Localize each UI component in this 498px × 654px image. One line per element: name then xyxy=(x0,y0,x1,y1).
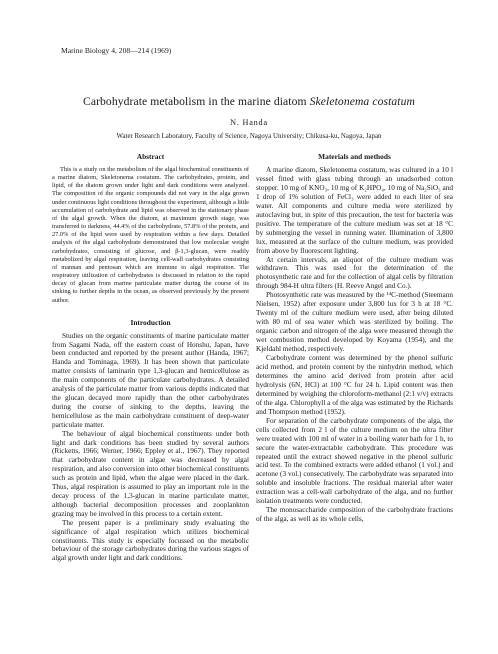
abstract-heading: Abstract xyxy=(136,152,165,161)
journal-citation: Marine Biology 4, 208—214 (1969) xyxy=(61,46,172,55)
introduction-body xyxy=(52,332,249,564)
materials-heading: Materials and methods xyxy=(318,152,391,161)
intro-paragraph: The present paper is a preliminary study evaluating the significance of algal respiration which utilizes biochemical constituents. This study is especially focussed on the metabolic behaviour of the storage carbohydrates during the various stages of algal growth under light and dark conditions. xyxy=(52,518,249,563)
right-column xyxy=(256,152,453,524)
intro-paragraph: Studies on the organic constituents of marine particulate matter from Sagami Nada, off the eastern coast of Honshu, Japan, have been conducted and reported by the present author (Handa, 1967; Handa and Tominaga, 1969). It has been shown that particulate matter consists of laminarin type 1,3-glucan and hemicellulose as the main components of the particulate carbohydrates. A detailed analysis of the particulate matter from various depths indicated that the glucan decayed more rapidly than the other carbohydrates during the course of sinking to the depths, leaving the hemicellulose as the main carbohydrate constituent of deep-water particulate matter. xyxy=(52,331,249,429)
title-species: Skeletonema costatum xyxy=(309,95,415,108)
introduction-heading: Introduction xyxy=(130,317,171,327)
methods-paragraph: Photosynthetic rate was measured by the ¹⁴C-method (Steemann Nielsen, 1952) after exposure under 3,800 lux for 3 h at 18 °C. Twenty ml of the culture medium were used, after being diluted with 80 ml of sea water which was sterilized by boiling. The organic carbon and nitrogen of the alga were measured through the wet combustion method developed by Koyama (1954), and the Kjeldahl method, respectively. xyxy=(256,291,453,354)
author-name: N. Handa xyxy=(230,118,268,127)
paper-title xyxy=(0,95,498,108)
left-column xyxy=(52,152,249,563)
methods-paragraph: At certain intervals, an aliquot of the culture medium was withdrawn. This was used for the determination of the photosynthetic rate and for the collection of algal cells by filtration through 984-H ultra filters (H. Reeve Angel and Co.). xyxy=(256,255,453,291)
methods-paragraph: A marine diatom, Skeletonema costatum, was cultured in a 10 l vessel fitted with glass tubing through an unadsorbed cotton stopper. 10 mg of KNO₃, 10 mg of K₂HPO₄, 10 mg of Na₂SiO₃ and 1 drop of 1% solution of FeCl₃ were added to each liter of sea water. All components and culture media were sterilized by autoclaving but, in spite of this precaution, the test for bacteria was positive. The temperature of the culture medium was set at 18 °C by submerging the vessel in running water. Illumination of 3,800 lux, measured at the surface of the culture medium, was provided from above by fluorescent lighting. xyxy=(256,166,453,255)
methods-paragraph: For separation of the carbohydrate components of the alga, the cells collected from 2 l of the culture medium on the ultra filter were treated with 100 ml of water in a boiling water bath for 1 h, to secure the water-extractable carbohydrate. This procedure was repeated until the extract showed negative in the phenol sulfuric acid test. To the combined extracts were added ethanol (1 vol.) and acetone (3 vol.) consecutively. The carbohydrate was separated into soluble and insoluble fractions. The residual material after water extraction was a cell-wall carbohydrate of the alga, and no further isolation treatments were conducted. xyxy=(256,416,453,506)
abstract-body xyxy=(52,166,249,305)
abstract-text: This is a study on the metabolism of the algal biochemical constituents of a marine diatom, Skeletonema costatum. The carbohydrates, protein, and lipid, of the diatom grown under light and dark conditions were analyzed. The composition of the organic compounds did not vary in the alga grown under continuous light conditions throughout the experiment, although a little accumulation of carbohydrate and lipid was observed in the stationary phase of the algal growth. When the diatom, at maximum growth stage, was transferred to darkness, 44.4% of the carbohydrate, 57.8% of the protein, and 27.0% of the lipid were used by respiration within a few days. Detailed analysis of the algal carbohydrate demonstrated that low molecular weight carbohydrates, consisting of glucose, and β-1,3-glucan, were readily metabolized by algal respiration, leaving cell-wall carbohydrates consisting of mannan and pentosan which are immune to algal respiration. The respiratory utilization of carbohydrates is discussed in relation to the rapid decay of glucan from marine particulate matter during the course of its sinking to further depths in the ocean, as observed previously by the present author. xyxy=(52,166,249,304)
intro-paragraph: The behaviour of algal biochemical constituents under both light and dark conditions has been studied by several authors (Ricketts, 1966; Werner, 1966; Eppley et al., 1967). They reported that carbohydrate content in algae was decreased by algal respiration, and also conversion into other biochemical constituents such as protein and lipid, when the algae were placed in the dark. Thus, algal respiration is assumed to play an important role in the decay process of the 1,3-glucan in marine particulate matter, although bacterial decomposition processes and zooplankton grazing may be involved in this process to a certain extent. xyxy=(52,429,249,518)
title-text: Carbohydrate metabolism in the marine diatom xyxy=(82,95,310,108)
methods-paragraph: Carbohydrate content was determined by the phenol sulfuric acid method, and protein content by the ninhydrin method, which determines the amino acid derived from protein after acid hydrolysis (6N, HCl) at 100 °C for 24 h. Lipid content was then determined by weighing the chloroform-methanol (2:1 v/v) extracts of the alga. Chlorophyll a of the alga was estimated by the Richards and Thompson method (1952). xyxy=(256,354,453,416)
author-affiliation: Water Research Laboratory, Faculty of Science, Nagoya University; Chikusa-ku, Nagoya, Japan xyxy=(116,133,382,140)
materials-body xyxy=(256,166,453,524)
methods-paragraph: The monosaccharide composition of the carbohydrate fractions of the alga, as well as its whole cells, xyxy=(256,506,453,524)
